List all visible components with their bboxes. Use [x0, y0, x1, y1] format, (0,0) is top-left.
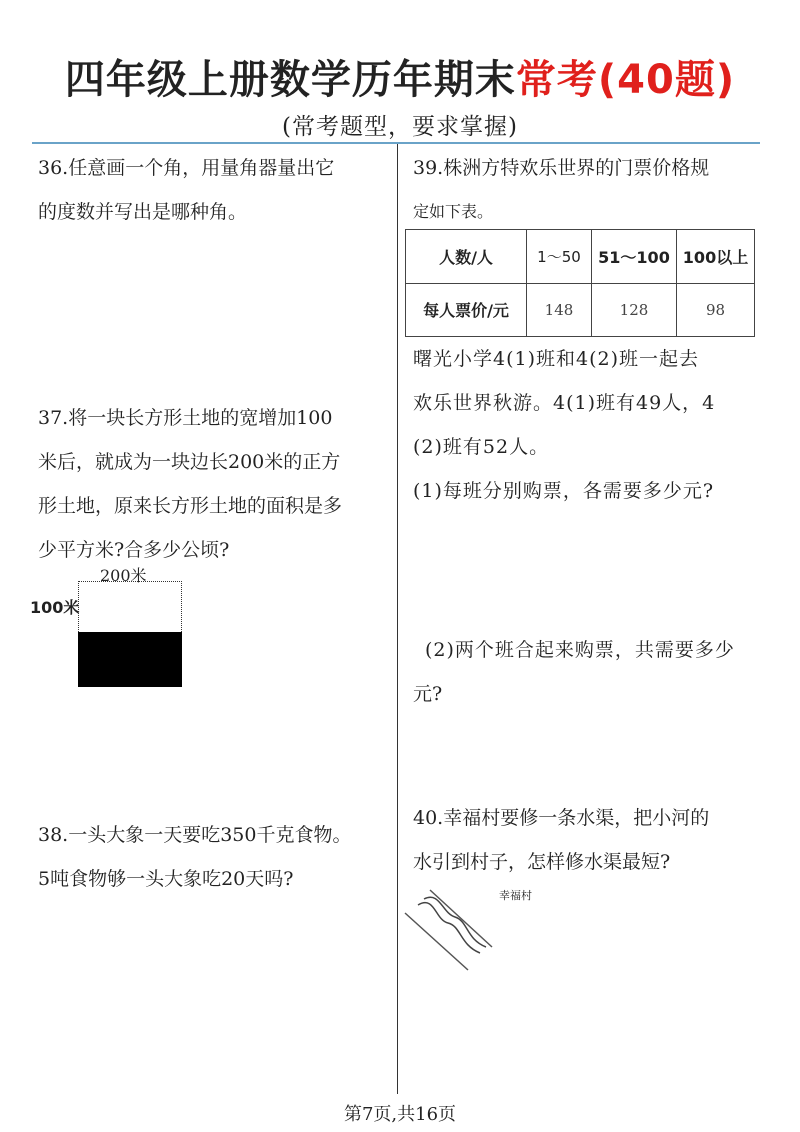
question-39-part2-cont [413, 672, 442, 716]
q39-line2: 定如下表。 [413, 202, 494, 221]
q39-sub1: (1)每班分别购票，各需要多少元? [413, 480, 715, 502]
page-title [0, 48, 800, 105]
q39-sub2-line2: 元? [413, 683, 443, 705]
page-subtitle: (常考题型，要求掌握) [282, 114, 518, 140]
table-header-cell: 51～100 [592, 230, 677, 284]
q39-line3: 曙光小学4(1)班和4(2)班一起去 [413, 348, 700, 370]
q40-line1: 40.幸福村要修一条水渠，把小河的 [413, 807, 710, 829]
question-37 [38, 396, 342, 572]
table-cell: 128 [592, 283, 677, 337]
page-number: 第7页,共16页 [343, 1104, 457, 1125]
question-39-body [413, 337, 715, 513]
column-divider [397, 144, 398, 1094]
figure-left-label: 100米 [30, 598, 80, 617]
added-area-rect [78, 581, 182, 632]
question-38 [38, 813, 351, 901]
table-header-cell: 人数/人 [406, 230, 527, 284]
question-39-part2 [425, 628, 735, 672]
question-36 [38, 146, 334, 234]
village-label: 幸福村 [499, 889, 532, 902]
original-area-rect [78, 632, 182, 687]
table-cell: 98 [677, 283, 755, 337]
figure-top-label: 200米 [100, 566, 147, 585]
q37-line1: 37.将一块长方形土地的宽增加100 [38, 407, 333, 429]
q37-line3: 形土地，原来长方形土地的面积是多 [38, 495, 343, 517]
table-cell: 148 [527, 283, 592, 337]
question-40 [413, 796, 709, 884]
q36-line1: 36.任意画一个角，用量角器量出它 [38, 157, 335, 179]
q37-line4: 少平方米?合多少公顷? [38, 539, 230, 561]
table-row [406, 283, 755, 337]
q39-line4: 欢乐世界秋游。4(1)班有49人，4 [413, 392, 716, 414]
q36-line2: 的度数并写出是哪种角。 [38, 201, 248, 223]
river-diagram [400, 885, 500, 975]
table-header-cell: 100以上 [677, 230, 755, 284]
table-cell: 每人票价/元 [406, 283, 527, 337]
q39-line1: 39.株洲方特欢乐世界的门票价格规 [413, 157, 710, 179]
q40-line2: 水引到村子，怎样修水渠最短? [413, 851, 671, 873]
q39-sub2-line1: (2)两个班合起来购票，共需要多少 [425, 639, 735, 661]
q38-line1: 38.一头大象一天要吃350千克食物。 [38, 824, 352, 846]
river-bank-line [405, 913, 468, 970]
q39-line5: (2)班有52人。 [413, 436, 550, 458]
question-39-intro [413, 146, 709, 234]
table-row [406, 230, 755, 284]
river-bank-line [430, 890, 492, 947]
q37-line2: 米后，就成为一块边长200米的正方 [38, 451, 341, 473]
ticket-price-table [405, 229, 755, 337]
q38-line2: 5吨食物够一头大象吃20天吗? [38, 868, 294, 890]
title-accent: 常考(40题) [515, 57, 736, 103]
title-main: 四年级上册数学历年期末 [64, 57, 516, 103]
table-header-cell: 1～50 [527, 230, 592, 284]
header-divider [32, 142, 760, 144]
